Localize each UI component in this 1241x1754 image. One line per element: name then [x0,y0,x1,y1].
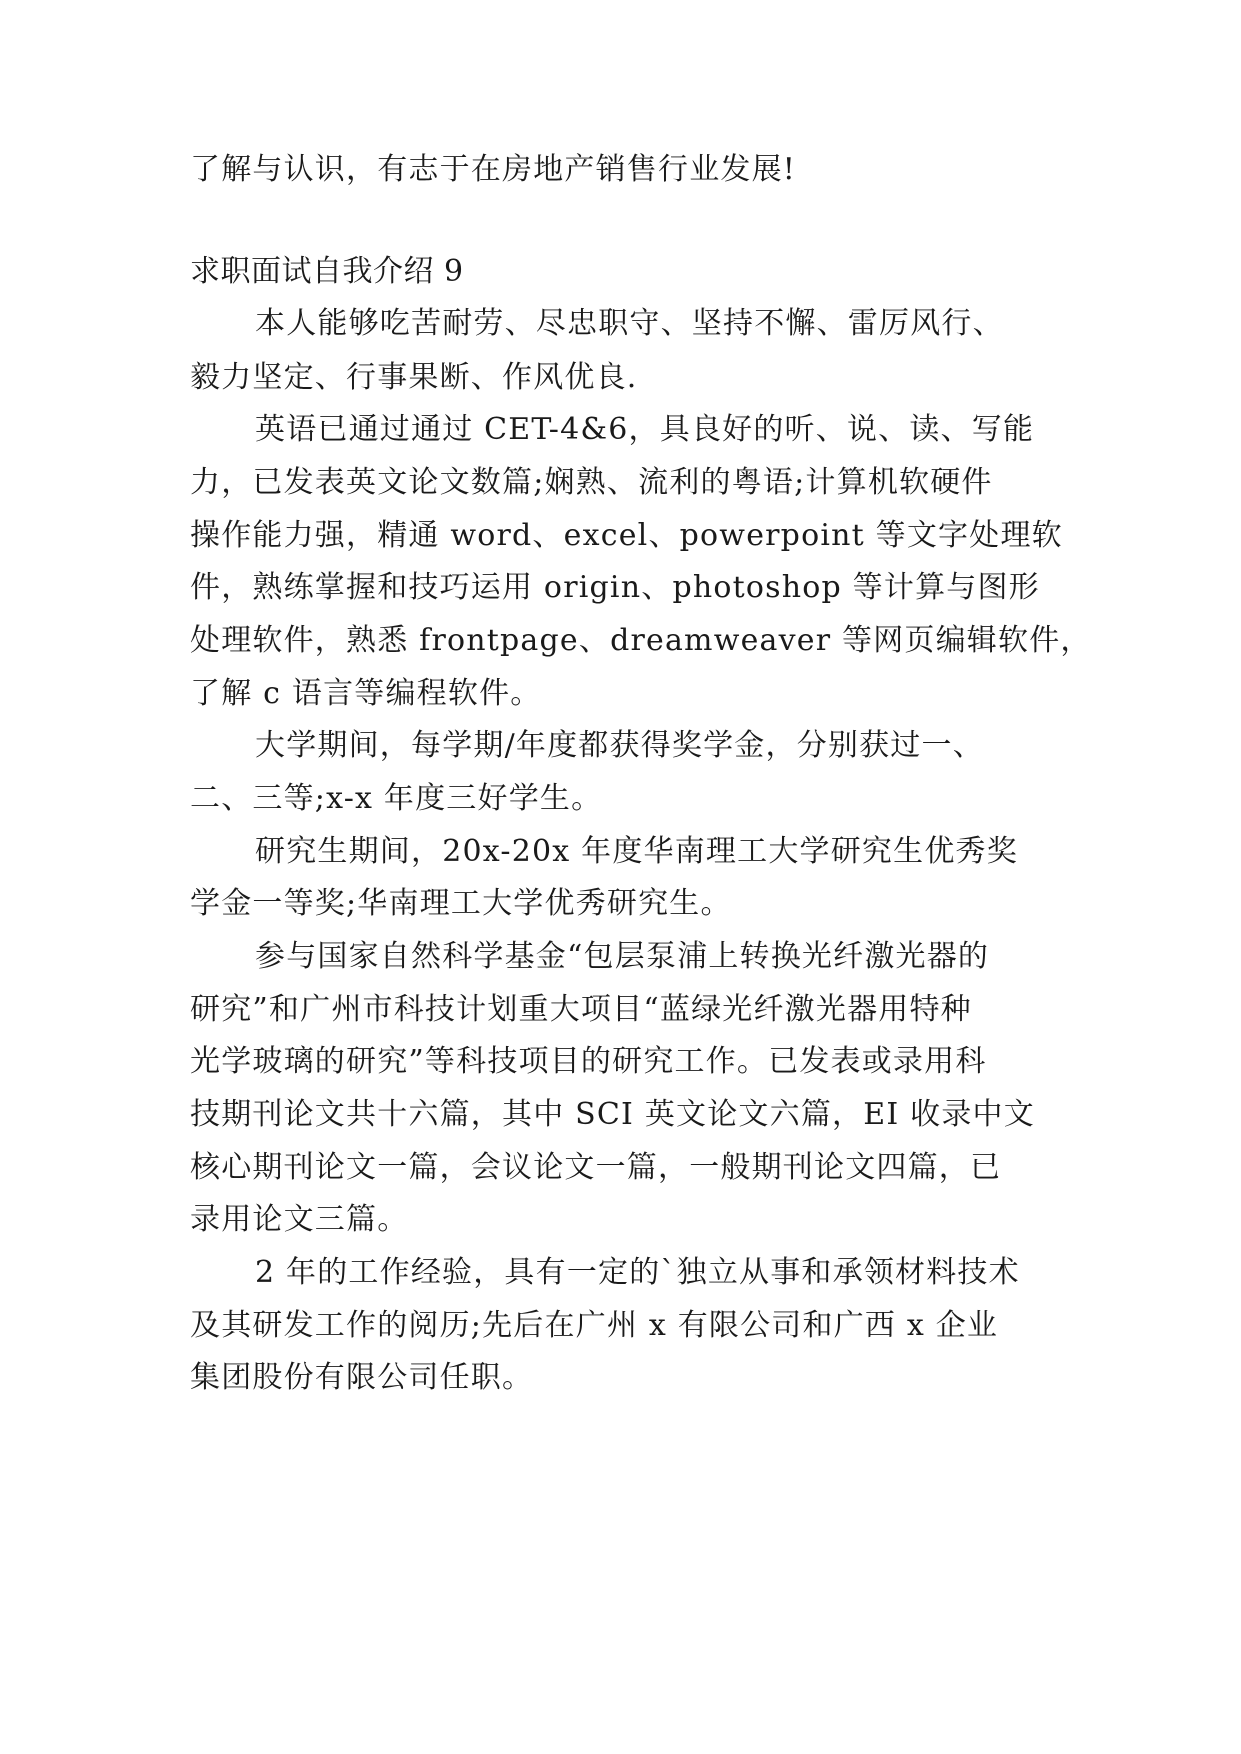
paragraph-line: 了解 c 语言等编程软件。 [190,676,542,711]
paragraph-line: 力，已发表英文论文数篇;娴熟、流利的粤语;计算机软硬件 [190,465,993,500]
paragraph-line: 集团股份有限公司任职。 [190,1360,534,1395]
paragraph-line: 本人能够吃苦耐劳、尽忠职守、坚持不懈、雷厉风行、 [255,306,1004,341]
section-title: 求职面试自我介绍 9 [190,254,464,289]
paragraph-line: 学金一等奖;华南理工大学优秀研究生。 [190,886,732,921]
paragraph-line: 研究生期间，20x-20x 年度华南理工大学研究生优秀奖 [255,834,1018,869]
paragraph-line: 操作能力强，精通 word、excel、powerpoint 等文字处理软 [190,518,1063,553]
paragraph-line: 2 年的工作经验，具有一定的`独立从事和承领材料技术 [255,1255,1020,1290]
paragraph-line: 英语已通过通过 CET-4&6，具良好的听、说、读、写能 [255,412,1035,447]
paragraph-line: 录用论文三篇。 [190,1202,409,1237]
paragraph-line: 技期刊论文共十六篇，其中 SCI 英文论文六篇，EI 收录中文 [190,1097,1035,1132]
paragraph-line: 件，熟练掌握和技巧运用 origin、photoshop 等计算与图形 [190,570,1040,605]
paragraph-line: 参与国家自然科学基金“包层泵浦上转换光纤激光器的 [255,939,990,974]
paragraph-line: 毅力坚定、行事果断、作风优良. [190,360,638,395]
paragraph-line: 二、三等;x-x 年度三好学生。 [190,781,603,816]
paragraph-line: 研究”和广州市科技计划重大项目“蓝绿光纤激光器用特种 [190,992,972,1027]
opening-line: 了解与认识，有志于在房地产销售行业发展! [190,152,797,187]
paragraph-line: 光学玻璃的研究”等科技项目的研究工作。已发表或录用科 [190,1044,987,1079]
paragraph-line: 处理软件，熟悉 frontpage、dreamweaver 等网页编辑软件， [190,623,1092,658]
paragraph-line: 大学期间，每学期/年度都获得奖学金，分别获过一、 [255,728,984,763]
paragraph-line: 核心期刊论文一篇，会议论文一篇，一般期刊论文四篇，已 [190,1150,1002,1185]
paragraph-line: 及其研发工作的阅历;先后在广州 x 有限公司和广西 x 企业 [190,1308,999,1343]
